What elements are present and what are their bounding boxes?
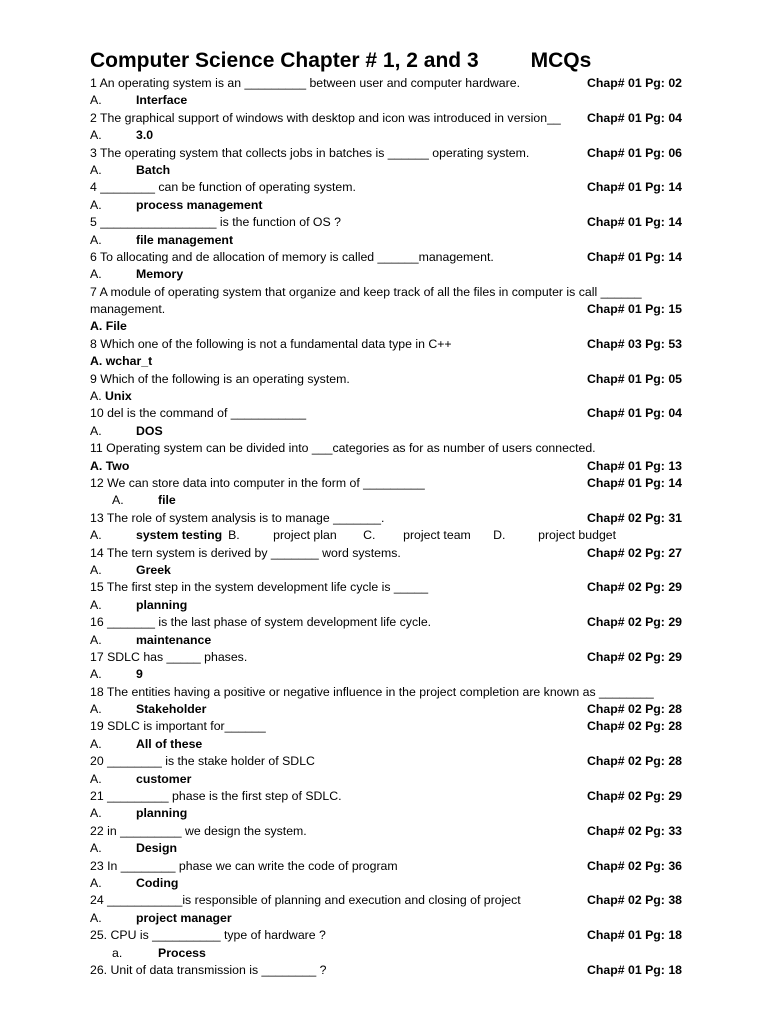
question-line	[90, 214, 690, 231]
answer-text: planning	[136, 597, 188, 612]
question-text: 18 The entities having a positive or negative influence in the project completion are known as ________	[90, 684, 654, 699]
question-line	[90, 249, 690, 266]
chapter-page-ref: Chap# 01 Pg: 18	[587, 962, 682, 977]
question-line	[90, 475, 690, 492]
chapter-page-ref: Chap# 02 Pg: 38	[587, 893, 682, 908]
question-line	[90, 892, 690, 909]
answer-label: A.	[90, 93, 102, 108]
answer-line	[90, 162, 690, 179]
answer-line	[90, 527, 690, 544]
answer-label: A.	[90, 128, 102, 143]
question-line	[90, 510, 690, 527]
answer-text: 9	[136, 667, 143, 682]
answer-line	[90, 562, 690, 579]
chapter-page-ref: Chap# 01 Pg: 14	[587, 475, 682, 490]
question-line	[90, 336, 690, 353]
chapter-page-ref: Chap# 01 Pg: 04	[587, 110, 682, 125]
chapter-page-ref: Chap# 01 Pg: 15	[587, 302, 682, 317]
answer-text: Greek	[136, 562, 171, 577]
option-text: B.	[228, 528, 240, 543]
answer-label: A.	[90, 232, 102, 247]
answer-text: Design	[136, 841, 177, 856]
answer-line	[90, 910, 690, 927]
question-line	[90, 858, 690, 875]
answer-label: A.	[90, 528, 102, 543]
mcq-list	[90, 75, 690, 979]
question-line	[90, 284, 690, 301]
question-text: 2 The graphical support of windows with desktop and icon was introduced in version__	[90, 110, 561, 125]
answer-label: A.	[90, 597, 102, 612]
answer-text: DOS	[136, 423, 163, 438]
question-text: 13 The role of system analysis is to manage _______.	[90, 510, 385, 525]
chapter-page-ref: Chap# 01 Pg: 04	[587, 406, 682, 421]
answer-text: 3.0	[136, 128, 154, 143]
answer-text: file management	[136, 232, 234, 247]
question-text: 15 The first step in the system development life cycle is _____	[90, 580, 429, 595]
answer-label: A.	[90, 806, 102, 821]
question-text: 25. CPU is __________ type of hardware ?	[90, 928, 326, 943]
question-text: 11 Operating system can be divided into ___categories as for as number of users connected.	[90, 441, 596, 456]
question-text: 1 An operating system is an _________ between user and computer hardware.	[90, 76, 520, 90]
page-title	[90, 49, 591, 73]
question-text: 4 ________ can be function of operating system.	[90, 180, 356, 195]
question-text: 8 Which one of the following is not a fundamental data type in C++	[90, 336, 452, 351]
question-text: 19 SDLC is important for______	[90, 719, 266, 734]
question-line	[90, 649, 690, 666]
chapter-page-ref: Chap# 01 Pg: 05	[587, 371, 682, 386]
chapter-page-ref: Chap# 01 Pg: 14	[587, 180, 682, 195]
answer-line	[90, 666, 690, 683]
answer-text: All of these	[136, 736, 203, 751]
answer-text: Unix	[105, 389, 132, 404]
chapter-page-ref: Chap# 02 Pg: 29	[587, 649, 682, 664]
question-text: 3 The operating system that collects jobs in batches is ______ operating system.	[90, 145, 530, 160]
question-line	[90, 110, 690, 127]
question-text: 16 _______ is the last phase of system development life cycle.	[90, 615, 432, 630]
answer-text: process management	[136, 197, 263, 212]
answer-text: Stakeholder	[136, 702, 207, 717]
question-text: 7 A module of operating system that organize and keep track of all the files in computer is call ______	[90, 284, 642, 299]
question-line	[90, 962, 690, 979]
question-line	[90, 440, 690, 457]
answer-line	[90, 875, 690, 892]
question-line	[90, 75, 690, 92]
answer-text: customer	[136, 771, 192, 786]
answer-line	[90, 632, 690, 649]
chapter-page-ref: Chap# 02 Pg: 36	[587, 858, 682, 873]
chapter-page-ref: Chap# 01 Pg: 06	[587, 145, 682, 160]
chapter-page-ref: Chap# 01 Pg: 18	[587, 928, 682, 943]
question-text: 10 del is the command of ___________	[90, 406, 307, 421]
answer-label: A.	[90, 267, 102, 282]
answer-label: A.	[90, 771, 102, 786]
answer-line	[90, 458, 690, 475]
answer-label: A.	[90, 162, 102, 177]
answer-text: A. wchar_t	[90, 354, 153, 369]
answer-line	[90, 492, 690, 509]
option-text: D.	[493, 528, 506, 543]
question-line	[90, 579, 690, 596]
answer-line	[90, 127, 690, 144]
question-line	[90, 545, 690, 562]
question-line	[90, 788, 690, 805]
chapter-page-ref: Chap# 02 Pg: 28	[587, 702, 682, 717]
question-text: 17 SDLC has _____ phases.	[90, 649, 248, 664]
question-line	[90, 301, 690, 318]
chapter-page-ref: Chap# 01 Pg: 14	[587, 215, 682, 230]
question-text: 22 in _________ we design the system.	[90, 823, 307, 838]
answer-line	[90, 597, 690, 614]
answer-text: file	[158, 493, 176, 508]
answer-label: A.	[90, 197, 102, 212]
answer-label: A.	[90, 736, 102, 751]
question-line	[90, 614, 690, 631]
answer-line	[90, 92, 690, 109]
answer-text: Process	[158, 945, 206, 960]
option-text: project plan	[273, 528, 337, 543]
answer-text: Batch	[136, 162, 171, 177]
answer-label: A.	[112, 493, 124, 508]
answer-label: A.	[90, 702, 102, 717]
answer-label: A.	[90, 841, 102, 856]
answer-label: A.	[90, 910, 102, 925]
question-text: A.	[90, 389, 106, 404]
question-line	[90, 718, 690, 735]
question-line	[90, 823, 690, 840]
answer-text: Memory	[136, 267, 184, 282]
chapter-page-ref: Chap# 01 Pg: 14	[587, 249, 682, 264]
chapter-page-ref: Chap# 02 Pg: 28	[587, 719, 682, 734]
question-line	[90, 684, 690, 701]
answer-line	[90, 840, 690, 857]
question-text: 14 The tern system is derived by _______ word systems.	[90, 545, 401, 560]
chapter-page-ref: Chap# 02 Pg: 27	[587, 545, 682, 560]
answer-label: A.	[90, 667, 102, 682]
question-text: 21 _________ phase is the first step of SDLC.	[90, 789, 342, 804]
question-text: 26. Unit of data transmission is ________ ?	[90, 962, 327, 977]
answer-line	[90, 736, 690, 753]
question-text: 23 In ________ phase we can write the code of program	[90, 858, 398, 873]
chapter-page-ref: Chap# 02 Pg: 29	[587, 789, 682, 804]
chapter-page-ref: Chap# 02 Pg: 28	[587, 754, 682, 769]
question-text: 9 Which of the following is an operating system.	[90, 371, 350, 386]
answer-text: system testing	[136, 528, 223, 543]
answer-line	[90, 701, 690, 718]
question-line	[90, 145, 690, 162]
answer-line	[90, 771, 690, 788]
answer-text: Coding	[136, 875, 179, 890]
chapter-page-ref: Chap# 02 Pg: 31	[587, 510, 682, 525]
chapter-page-ref: Chap# 02 Pg: 33	[587, 823, 682, 838]
question-text: 5 _________________ is the function of OS ?	[90, 215, 341, 230]
answer-text: planning	[136, 806, 188, 821]
question-text: 24 ___________is responsible of planning and execution and closing of project	[90, 893, 521, 908]
answer-label: A.	[90, 875, 102, 890]
answer-text: maintenance	[136, 632, 212, 647]
answer-label: A.	[90, 423, 102, 438]
answer-label: A.	[90, 562, 102, 577]
title-suffix: MCQs	[530, 49, 592, 72]
answer-text: Interface	[136, 93, 188, 108]
answer-line	[90, 197, 690, 214]
answer-line	[90, 805, 690, 822]
answer-text: A. Two	[90, 458, 130, 473]
answer-line	[90, 232, 690, 249]
question-line	[90, 927, 690, 944]
answer-label: a.	[112, 945, 123, 960]
answer-line	[90, 423, 690, 440]
answer-text: project manager	[136, 910, 232, 925]
question-line	[90, 753, 690, 770]
chapter-page-ref: Chap# 01 Pg: 13	[587, 458, 682, 473]
question-line	[90, 405, 690, 422]
answer-line	[90, 353, 690, 370]
title-main: Computer Science Chapter # 1, 2 and 3	[90, 49, 479, 72]
chapter-page-ref: Chap# 02 Pg: 29	[587, 580, 682, 595]
answer-line	[90, 945, 690, 962]
question-text: 12 We can store data into computer in the form of _________	[90, 475, 425, 490]
question-text: 6 To allocating and de allocation of memory is called ______management.	[90, 249, 494, 264]
option-text: project team	[403, 528, 471, 543]
answer-label: A.	[90, 632, 102, 647]
question-text: management.	[90, 302, 166, 317]
question-line	[90, 179, 690, 196]
chapter-page-ref: Chap# 01 Pg: 02	[587, 76, 682, 90]
question-text: 20 ________ is the stake holder of SDLC	[90, 754, 315, 769]
answer-line	[90, 388, 690, 405]
question-line	[90, 371, 690, 388]
chapter-page-ref: Chap# 03 Pg: 53	[587, 336, 682, 351]
answer-line	[90, 266, 690, 283]
answer-text: A. File	[90, 319, 127, 334]
option-text: C.	[363, 528, 376, 543]
answer-line	[90, 318, 690, 335]
chapter-page-ref: Chap# 02 Pg: 29	[587, 615, 682, 630]
option-text: project budget	[538, 528, 617, 543]
